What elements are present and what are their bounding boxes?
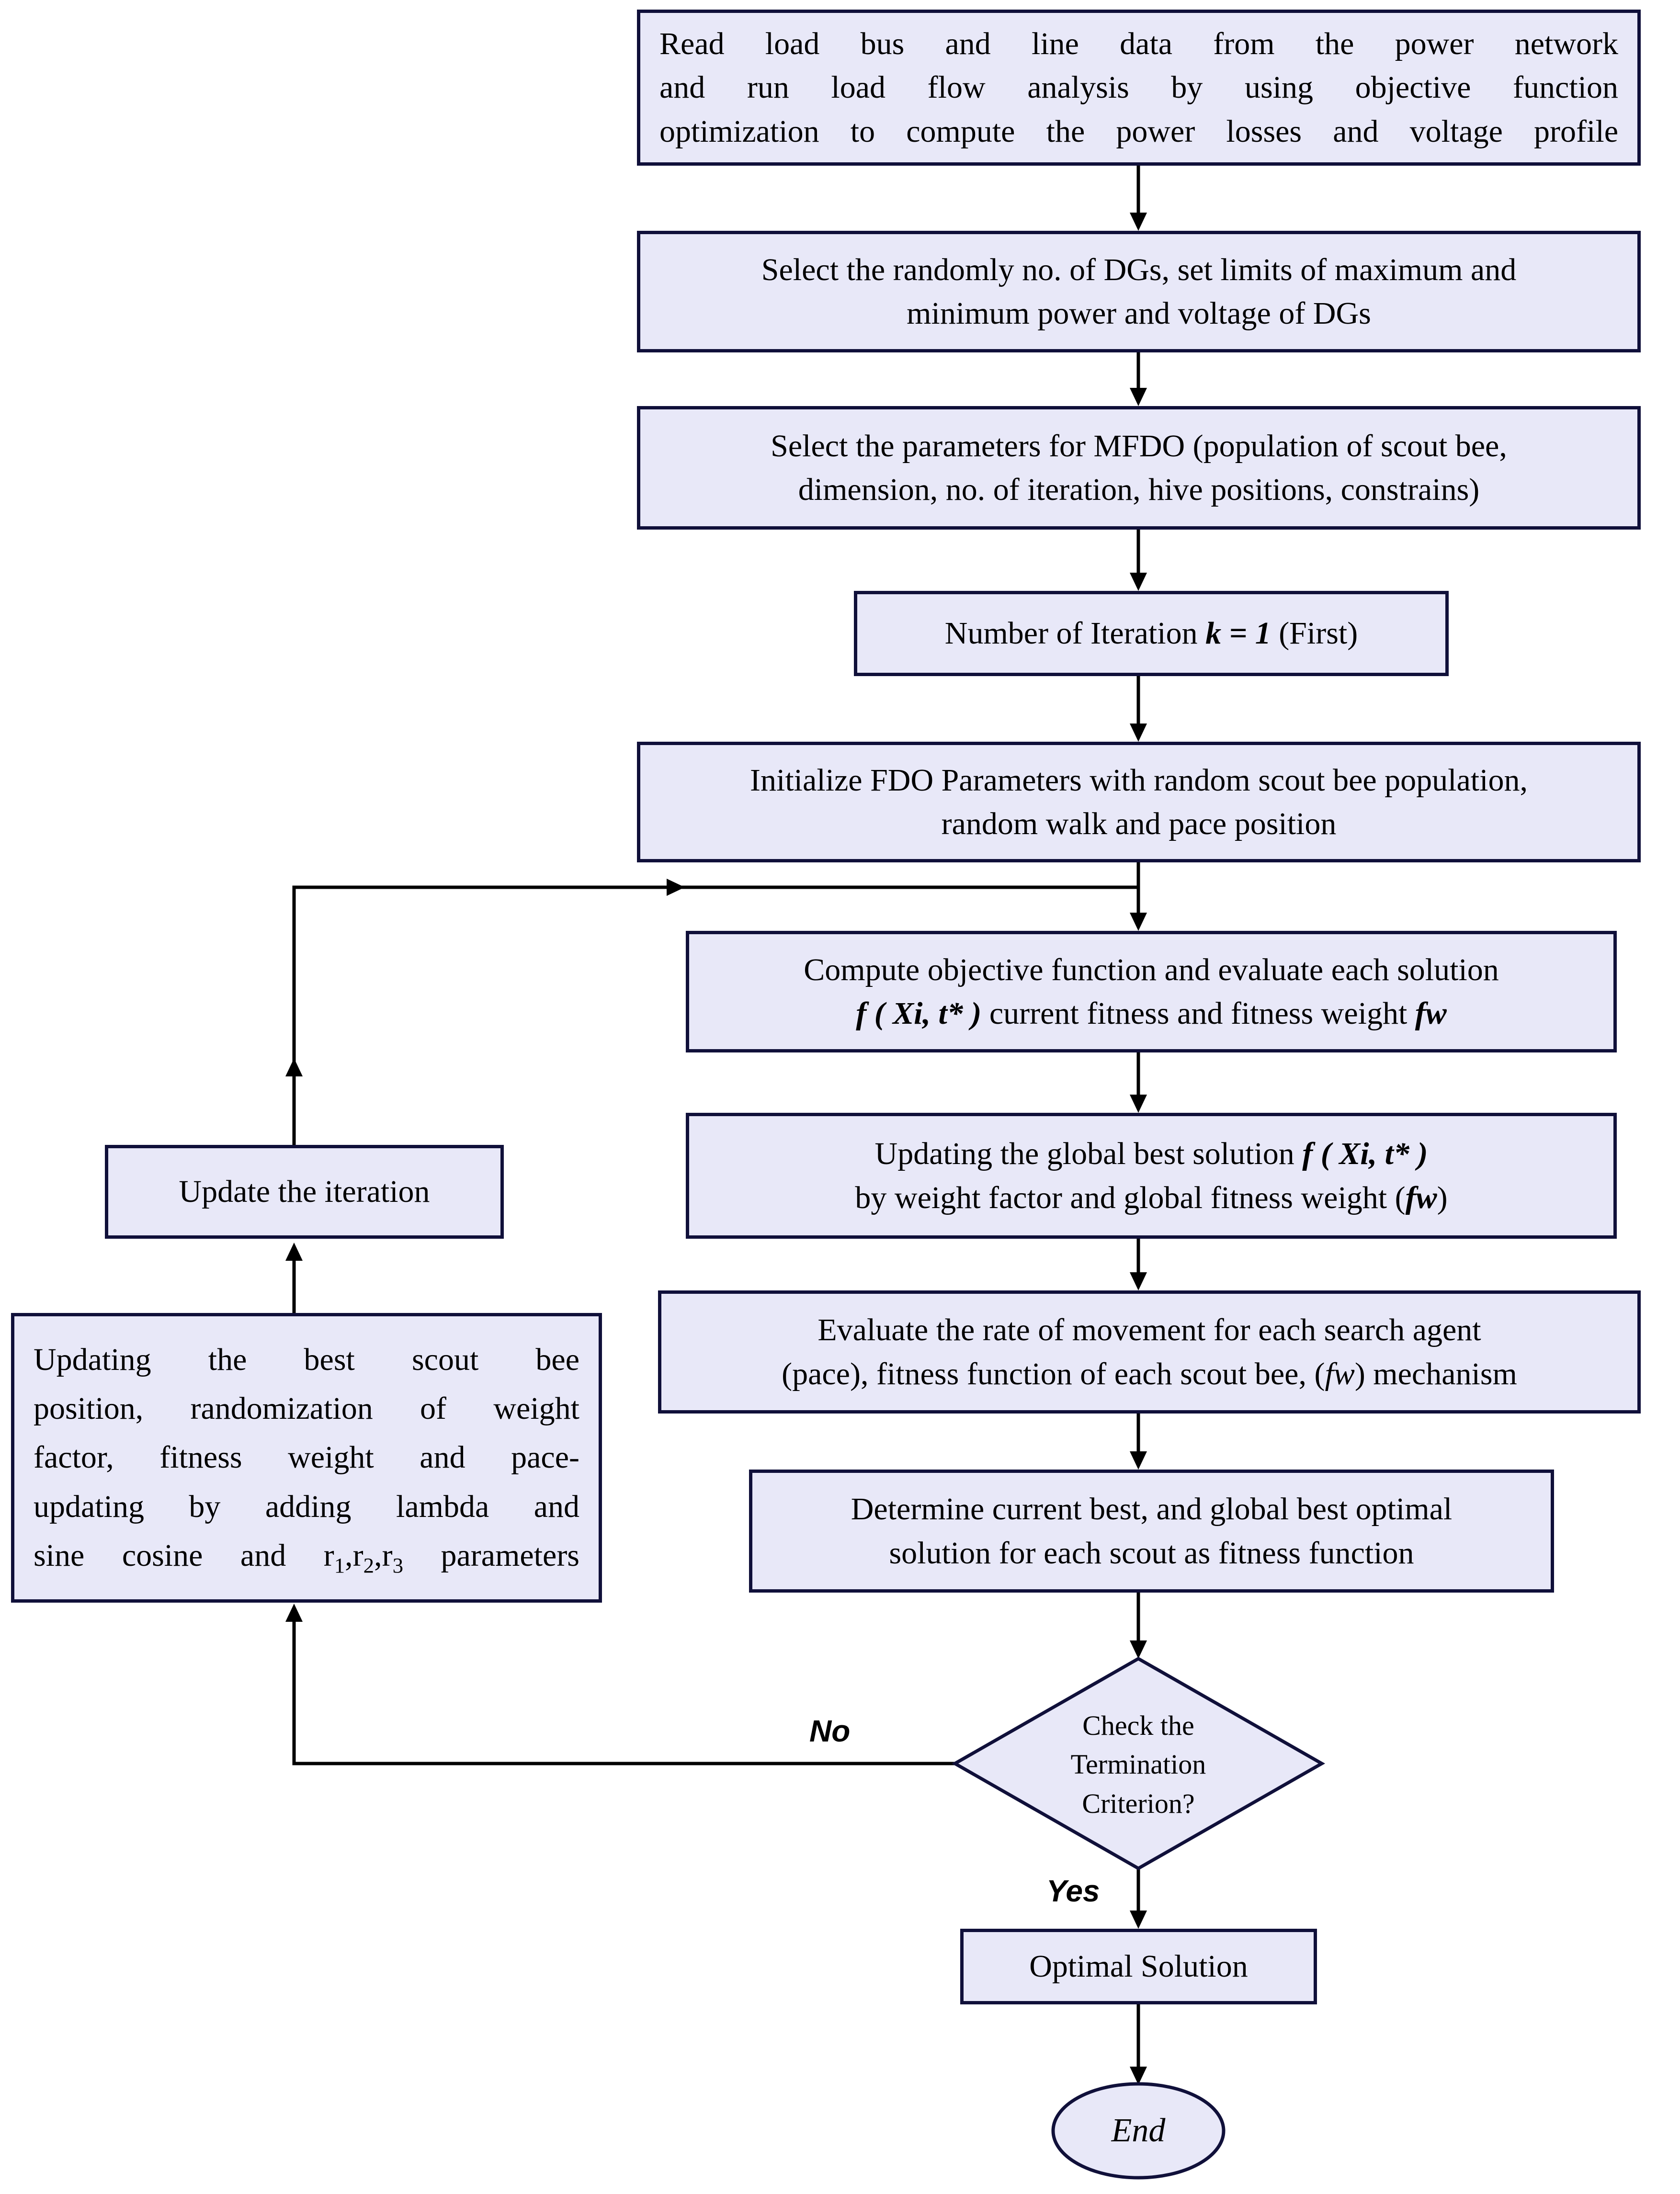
node-text-line: Select the parameters for MFDO (population of scout bee, (771, 428, 1507, 464)
node-text-line (708, 1176, 1594, 1220)
node-select-params (637, 406, 1641, 530)
arrowhead-down-icon (1130, 213, 1147, 231)
text-segment-math: fw (1415, 996, 1447, 1031)
node-text-line: dimension, no. of iteration, hive positions, constrains) (798, 472, 1480, 507)
arrowhead-down-icon (1130, 1095, 1147, 1113)
text-segment: parameters (403, 1538, 579, 1573)
arrowhead-down-icon (1130, 388, 1147, 406)
node-text-line: Compute objective function and evaluate each solution (804, 952, 1499, 987)
arrowhead-down-icon (1130, 2067, 1147, 2085)
node-initialize-fdo (637, 742, 1641, 862)
node-evaluate-rate (658, 1290, 1641, 1414)
node-iteration-counter (854, 591, 1449, 676)
arrowhead-down-icon (1130, 913, 1147, 931)
node-text-line (708, 1132, 1594, 1176)
node-text-line: Criterion? (1082, 1787, 1195, 1819)
text-segment: sine cosine and r (34, 1538, 334, 1573)
node-text-line (876, 611, 1426, 655)
subscript-segment: 2 (363, 1553, 375, 1578)
arrowhead-up-icon (285, 1243, 303, 1261)
node-update-iteration (105, 1145, 504, 1239)
text-segment-math: fw (1405, 1180, 1437, 1215)
arrowhead-down-icon (1130, 724, 1147, 742)
text-segment: (pace), fitness function of each scout bee, ( (782, 1356, 1325, 1391)
node-text-line: Select the randomly no. of DGs, set limits of maximum and (761, 252, 1517, 287)
arrowhead-right-icon (667, 879, 685, 896)
arrowhead-down-icon (1130, 573, 1147, 591)
node-text-line: Initialize FDO Parameters with random scout bee population, (750, 762, 1528, 798)
text-segment: (First) (1271, 616, 1358, 651)
arrowhead-down-icon (1130, 1640, 1147, 1659)
node-text-line: Optimal Solution (1029, 1949, 1248, 1984)
text-segment: Updating the global best solution (874, 1136, 1303, 1172)
node-text-line: solution for each scout as fitness function (889, 1535, 1414, 1571)
text-segment: Number of Iteration (944, 616, 1206, 651)
text-segment: ) mechanism (1354, 1356, 1517, 1391)
arrowhead-up-icon (285, 1058, 303, 1076)
node-text-line (34, 1531, 579, 1580)
node-text-line: Evaluate the rate of movement for each search agent (817, 1312, 1481, 1348)
node-text-line: optimization to compute the power losses and voltage profile (659, 113, 1618, 149)
node-compute-objective (686, 931, 1617, 1052)
node-optimal-solution (960, 1929, 1317, 2004)
subscript-segment: 1 (334, 1553, 345, 1578)
node-text-line: Updating the best scout bee (34, 1342, 579, 1377)
text-segment: ) (1437, 1180, 1448, 1215)
subscript-segment: 3 (392, 1553, 403, 1578)
arrowhead-down-icon (1130, 1911, 1147, 1929)
text-segment-math: k = 1 (1205, 616, 1271, 651)
node-text-line (708, 992, 1594, 1035)
node-read-data (637, 10, 1641, 166)
arrowhead-up-icon (285, 1604, 303, 1622)
node-text-line: random walk and pace position (941, 806, 1337, 841)
node-select-dgs (637, 231, 1641, 352)
node-text-line: Termination (1070, 1749, 1206, 1780)
edge-no-to-updatescout (294, 1608, 955, 1764)
arrowhead-down-icon (1130, 1451, 1147, 1470)
edge-label-no: No (809, 1714, 851, 1748)
node-update-scout-position (11, 1313, 602, 1603)
node-text-line: Read load bus and line data from the power network (659, 26, 1618, 62)
text-segment-math: f ( Xi, t* ) (856, 996, 982, 1031)
node-update-global-best (686, 1113, 1617, 1239)
text-segment: ,r (374, 1538, 393, 1573)
text-segment: current fitness and fitness weight (981, 996, 1415, 1031)
node-text-line: Update the iteration (179, 1174, 430, 1210)
node-text-line: and run load flow analysis by using objective function (659, 70, 1618, 105)
text-segment: by weight factor and global fitness weight ( (855, 1180, 1406, 1215)
node-text-line: position, randomization of weight (34, 1391, 579, 1426)
node-text-line (681, 1352, 1618, 1396)
edge-label-yes: Yes (1046, 1874, 1100, 1908)
node-determine-best (749, 1470, 1554, 1593)
text-segment: ,r (345, 1538, 363, 1573)
text-segment-math: f ( Xi, t* ) (1302, 1136, 1428, 1172)
end-terminator-text: End (1111, 2112, 1166, 2149)
node-text-line: factor, fitness weight and pace- (34, 1440, 579, 1475)
node-text-line: minimum power and voltage of DGs (907, 296, 1371, 331)
node-text-line: updating by adding lambda and (34, 1489, 579, 1524)
decision-termination-text (971, 1671, 1306, 1858)
node-text-line: Determine current best, and global best optimal (851, 1492, 1453, 1527)
text-segment-math: fw (1325, 1356, 1355, 1391)
node-text-line: Check the (1082, 1710, 1194, 1742)
arrowhead-down-icon (1130, 1272, 1147, 1290)
